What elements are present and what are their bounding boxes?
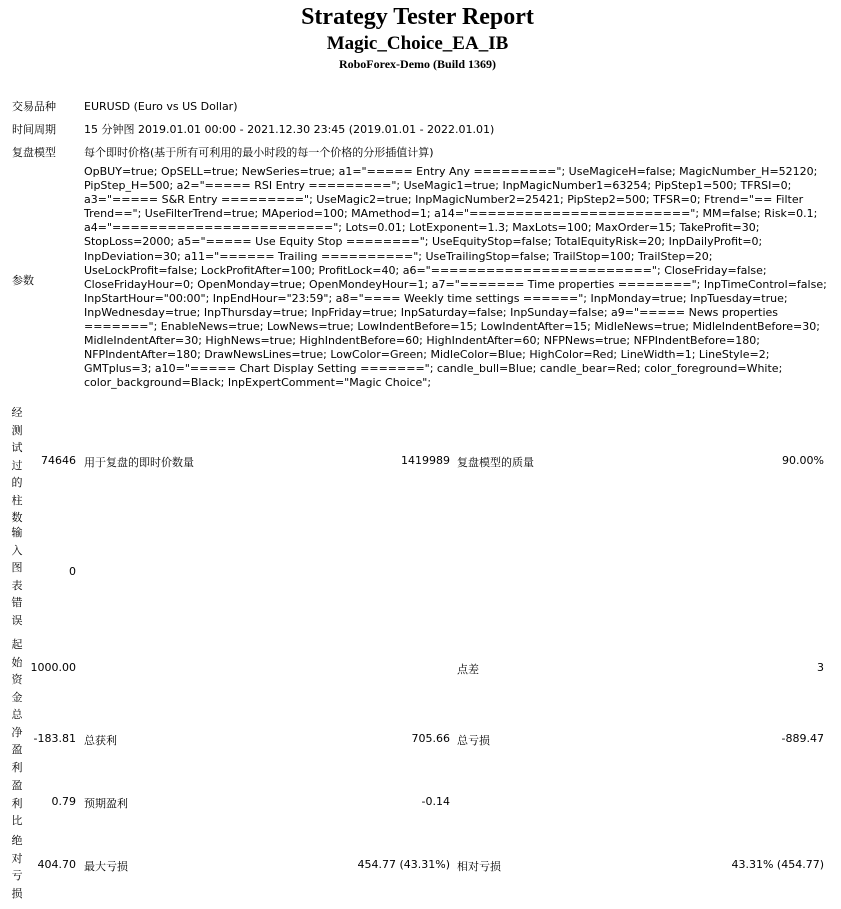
ea-name: Magic_Choice_EA_IB xyxy=(326,33,509,54)
period-label: 时间周期 xyxy=(12,123,56,136)
gross-profit-value: 705.66 xyxy=(411,732,450,745)
params-label: 参数 xyxy=(12,274,34,287)
errors-label: 输入图表错误 xyxy=(11,526,23,627)
max-drawdown-value: 454.77 (43.31%) xyxy=(357,858,450,871)
params-value: OpBUY=true; OpSELL=true; NewSeries=true; a1="===== Entry Any ========="; UseMagiceH=false; MagicNumber_H=52120; PipStep_H=500; a2="===== RSI Entry ========="; UseMagic1=true; InpMagicNumber1=63254; PipStep1=500; TFRSI=0; a3="===== S&R Entry ========="; UseMagic2=true; InpMagicNumber2=25421; PipStep2=500; TFSR=0; Ftrend="== Filter Trend=="; UseFilterTrend=true; MAperiod=100; MAmethod=1; a14="========================"; MM=false; Risk=0.1; a4="========================"; Lots=0.01; LotExponent=1.3; MaxLots=100; MaxOrder=15; TakeProfit=30; StopLoss=2000; a5="===== Use Equity Stop ========"; UseEquityStop=false; TotalEquityRisk=20; InpDailyProfit=0; InpDeviation=30; a11="====== Trailing =========="; UseTrailingStop=false; TrailStop=100; TrailStep=20; UseLockProfit=false; LockProfitAfter=100; ProfitLock=40; a6="========================"; CloseFriday=false; CloseFridayHour=0; OpenMonday=true; OpenMondeyHour=1; a7="======= Time properties ========"; InpTimeControl=false; InpStartHour="00:00"; InpEndHour="23:59"; a8="==== Weekly time settings ======"; InpMonday=true; InpTuesday=true; InpWednesday=true; InpThursday=true; InpFriday=true; InpSaturday=false; InpSunday=false; a9="===== News properties ======="; EnableNews=true; LowNews=true; LowIndentBefore=15; LowIndentAfter=15; MidleNews=true; MidleIndentBefore=30; MidleIndentAfter=30; HighNews=true; HighIndentBefore=60; HighIndentAfter=60; NFPNews=true; NFPIndentBefore=180; NFPIndentAfter=180; DrawNewsLines=true; LowColor=Green; MidleColor=Blue; HighColor=Red; LineWidth=1; LineStyle=2; GMTplus=3; a10="===== Chart Display Setting ======="; candle_bull=Blue; candle_bear=Red; color_foreground=White; color_background=Black; InpExpertComment="Magic Choice"; xyxy=(84,165,827,390)
period-value: 15 分钟图 2019.01.01 00:00 - 2021.12.30 23:45 (2019.01.01 - 2022.01.01) xyxy=(84,123,495,136)
absolute-drawdown-value: 404.70 xyxy=(37,858,76,871)
gross-loss-value: -889.47 xyxy=(781,732,824,745)
net-profit-value: -183.81 xyxy=(33,732,76,745)
net-profit-label: 总净盈利 xyxy=(11,708,23,774)
max-drawdown-label: 最大亏损 xyxy=(84,860,128,873)
expected-payoff-label: 预期盈利 xyxy=(84,797,128,810)
report-title: Strategy Tester Report xyxy=(301,4,534,30)
symbol-value: EURUSD (Euro vs US Dollar) xyxy=(84,100,238,113)
ticks-value: 1419989 xyxy=(401,454,450,467)
gross-profit-label: 总获利 xyxy=(84,734,117,747)
errors-value: 0 xyxy=(69,565,76,578)
deposit-value: 1000.00 xyxy=(30,661,76,674)
quality-value: 90.00% xyxy=(782,454,824,467)
bars-label: 经测试过的柱数 xyxy=(11,406,23,524)
gross-loss-label: 总亏损 xyxy=(457,734,490,747)
spread-label: 点差 xyxy=(457,663,479,676)
server-build: RoboForex-Demo (Build 1369) xyxy=(338,57,497,71)
absolute-drawdown-label: 绝对亏损 xyxy=(11,834,23,900)
profit-factor-value: 0.79 xyxy=(51,795,76,808)
ticks-label: 用于复盘的即时价数量 xyxy=(84,456,194,469)
relative-drawdown-label: 相对亏损 xyxy=(457,860,501,873)
quality-label: 复盘模型的质量 xyxy=(457,456,534,469)
relative-drawdown-value: 43.31% (454.77) xyxy=(731,858,824,871)
bars-value: 74646 xyxy=(41,454,76,467)
deposit-label: 起始资金 xyxy=(11,638,23,704)
symbol-label: 交易品种 xyxy=(12,100,56,113)
profit-factor-label: 盈利比 xyxy=(11,779,23,827)
expected-payoff-value: -0.14 xyxy=(421,795,450,808)
model-value: 每个即时价格(基于所有可利用的最小时段的每一个价格的分形插值计算) xyxy=(84,146,434,159)
spread-value: 3 xyxy=(817,661,824,674)
model-label: 复盘模型 xyxy=(12,146,56,159)
